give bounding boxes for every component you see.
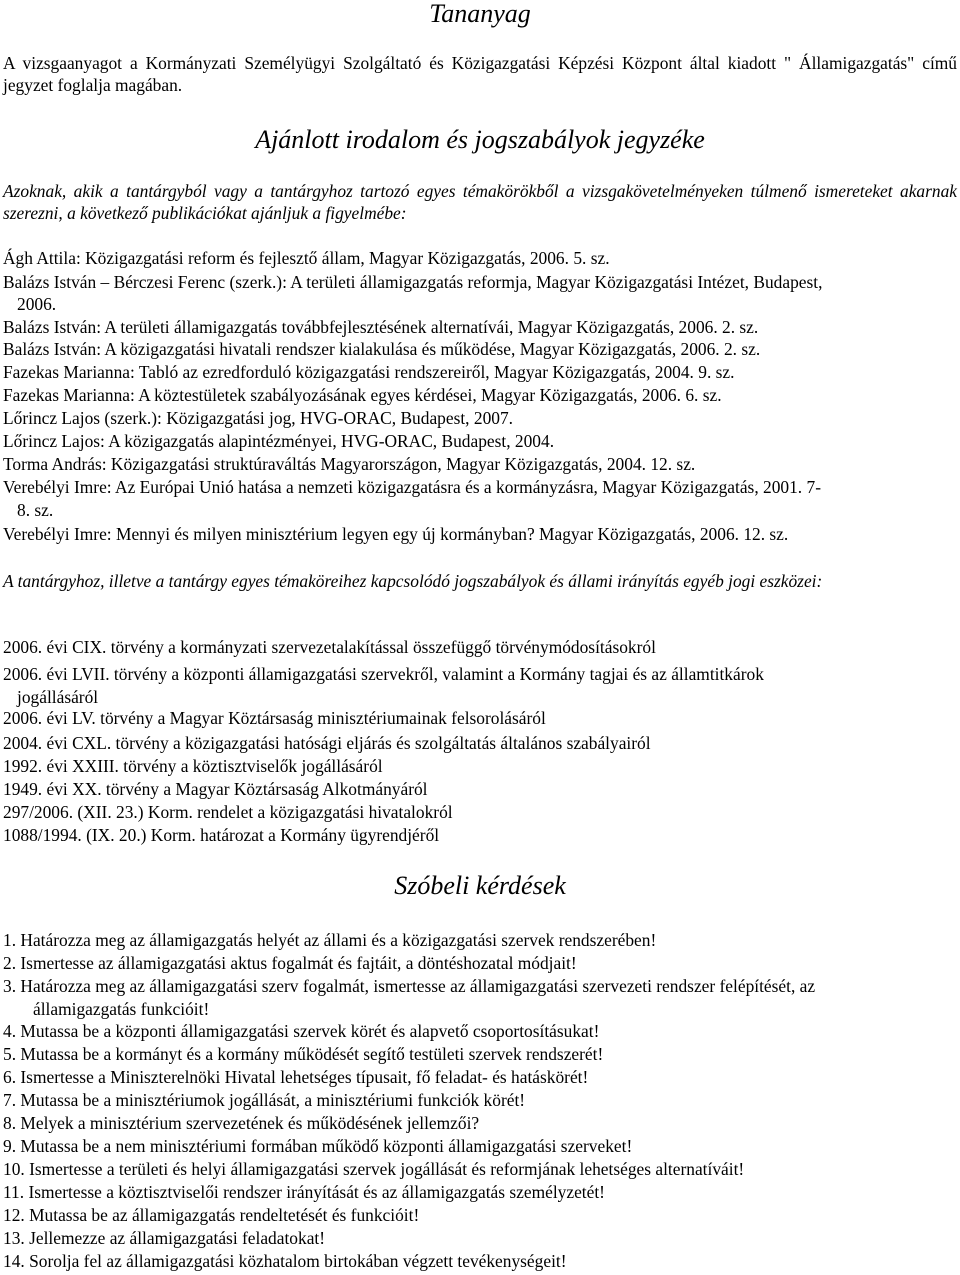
literature-item: Balázs István: A területi államigazgatás továbbfejlesztésének alternatívái, Magyar Közigazgatás, 2006. 2. sz. xyxy=(3,317,759,337)
question-item: 9. Mutassa be a nem minisztériumi formában működő központi államigazgatási szerveket! xyxy=(3,1136,633,1156)
heading-szobeli-kerdesek: Szóbeli kérdések xyxy=(394,871,566,900)
literature-item-continued: 8. sz. xyxy=(17,500,54,520)
law-item: 2006. évi CIX. törvény a kormányzati szervezetalakítással összefüggő törvénymódosításokról xyxy=(3,637,656,657)
tananyag-paragraph: A vizsgaanyagot a Kormányzati Személyügyi Szolgáltató és Közigazgatási Képzési Központ által kiadott " Államigazgatás" című jegyzet foglalja magában. xyxy=(3,53,957,95)
literature-item: Ágh Attila: Közigazgatási reform és fejlesztő állam, Magyar Közigazgatás, 2006. 5. sz. xyxy=(3,248,610,268)
literature-item: Lőrincz Lajos: A közigazgatás alapintézményei, HVG-ORAC, Budapest, 2004. xyxy=(3,431,555,451)
literature-item-continued: 2006. xyxy=(17,294,57,314)
question-item: 2. Ismertesse az államigazgatási aktus fogalmát és fajtáit, a döntéshozatal módjait! xyxy=(3,953,577,973)
irodalom-intro: Azoknak, akik a tantárgyból vagy a tantárgyhoz tartozó egyes témakörökből a vizsgakövetelményeken túlmenő ismereteket akarnak szerezni, a következő publikációkat ajánljuk a figyelmébe: xyxy=(3,181,957,223)
law-item: 2006. évi LV. törvény a Magyar Köztársaság minisztériumainak felsorolásáról xyxy=(3,708,546,728)
heading-tananyag: Tananyag xyxy=(429,0,531,28)
law-item-continued: jogállásáról xyxy=(17,687,99,707)
jogszabaly-intro: A tantárgyhoz, illetve a tantárgy egyes témaköreihez kapcsolódó jogszabályok és állami irányítás egyéb jogi eszközei: xyxy=(3,571,823,591)
literature-item: Verebélyi Imre: Az Európai Unió hatása a nemzeti közigazgatásra és a kormányzásra, Magyar Közigazgatás, 2001. 7- xyxy=(3,477,821,497)
law-item: 1992. évi XXIII. törvény a köztisztviselők jogállásáról xyxy=(3,756,383,776)
question-item: 10. Ismertesse a területi és helyi államigazgatási szervek jogállását és reformjának lehetséges alternatíváit! xyxy=(3,1159,745,1179)
literature-item: Balázs István – Bérczesi Ferenc (szerk.): A területi államigazgatás reformja, Magyar Közigazgatási Intézet, Budapest, xyxy=(3,272,823,292)
literature-item: Fazekas Marianna: Tabló az ezredforduló közigazgatási rendszereiről, Magyar Közigazgatás, 2004. 9. sz. xyxy=(3,362,735,382)
question-item: 12. Mutassa be az államigazgatás rendeltetését és funkcióit! xyxy=(3,1205,420,1225)
law-item: 1949. évi XX. törvény a Magyar Köztársaság Alkotmányáról xyxy=(3,779,428,799)
literature-item: Lőrincz Lajos (szerk.): Közigazgatási jog, HVG-ORAC, Budapest, 2007. xyxy=(3,408,514,428)
law-item: 2006. évi LVII. törvény a központi államigazgatási szervekről, valamint a Kormány tagjai és az államtitkárok xyxy=(3,664,764,684)
question-item: 6. Ismertesse a Miniszterelnöki Hivatal lehetséges típusait, fő feladat- és hatáskörét! xyxy=(3,1067,589,1087)
question-item-continued: államigazgatás funkcióit! xyxy=(33,999,210,1019)
question-item: 14. Sorolja fel az államigazgatási közhatalom birtokában végzett tevékenységeit! xyxy=(3,1251,567,1271)
question-item: 1. Határozza meg az államigazgatás helyét az állami és a közigazgatási szervek rendszerében! xyxy=(3,930,657,950)
literature-item: Torma András: Közigazgatási struktúraváltás Magyarországon, Magyar Közigazgatás, 2004. 12. sz. xyxy=(3,454,696,474)
question-item: 3. Határozza meg az államigazgatási szerv fogalmát, ismertesse az államigazgatási szervezeti rendszer felépítését, az xyxy=(3,976,816,996)
literature-item: Verebélyi Imre: Mennyi és milyen minisztérium legyen egy új kormányban? Magyar Közigazgatás, 2006. 12. sz. xyxy=(3,524,789,544)
law-item: 1088/1994. (IX. 20.) Korm. határozat a Kormány ügyrendjéről xyxy=(3,825,440,845)
question-item: 4. Mutassa be a központi államigazgatási szervek körét és alapvető csoportosításukat! xyxy=(3,1021,600,1041)
question-item: 7. Mutassa be a minisztériumok jogállását, a minisztériumi funkciók körét! xyxy=(3,1090,526,1110)
law-item: 297/2006. (XII. 23.) Korm. rendelet a közigazgatási hivatalokról xyxy=(3,802,453,822)
question-item: 5. Mutassa be a kormányt és a kormány működését segítő testületi szervek rendszerét! xyxy=(3,1044,604,1064)
question-item: 8. Melyek a minisztérium szervezetének és működésének jellemzői? xyxy=(3,1113,480,1133)
literature-item: Fazekas Marianna: A köztestületek szabályozásának egyes kérdései, Magyar Közigazgatás, 2006. 6. sz. xyxy=(3,385,722,405)
literature-item: Balázs István: A közigazgatási hivatali rendszer kialakulása és működése, Magyar Közigazgatás, 2006. 2. sz. xyxy=(3,339,761,359)
question-item: 13. Jellemezze az államigazgatási feladatokat! xyxy=(3,1228,326,1248)
question-item: 11. Ismertesse a köztisztviselői rendszer irányítását és az államigazgatás személyzetét! xyxy=(3,1182,605,1202)
law-item: 2004. évi CXL. törvény a közigazgatási hatósági eljárás és szolgáltatás általános szabályairól xyxy=(3,733,651,753)
heading-ajanlott-irodalom: Ajánlott irodalom és jogszabályok jegyzéke xyxy=(255,125,705,154)
